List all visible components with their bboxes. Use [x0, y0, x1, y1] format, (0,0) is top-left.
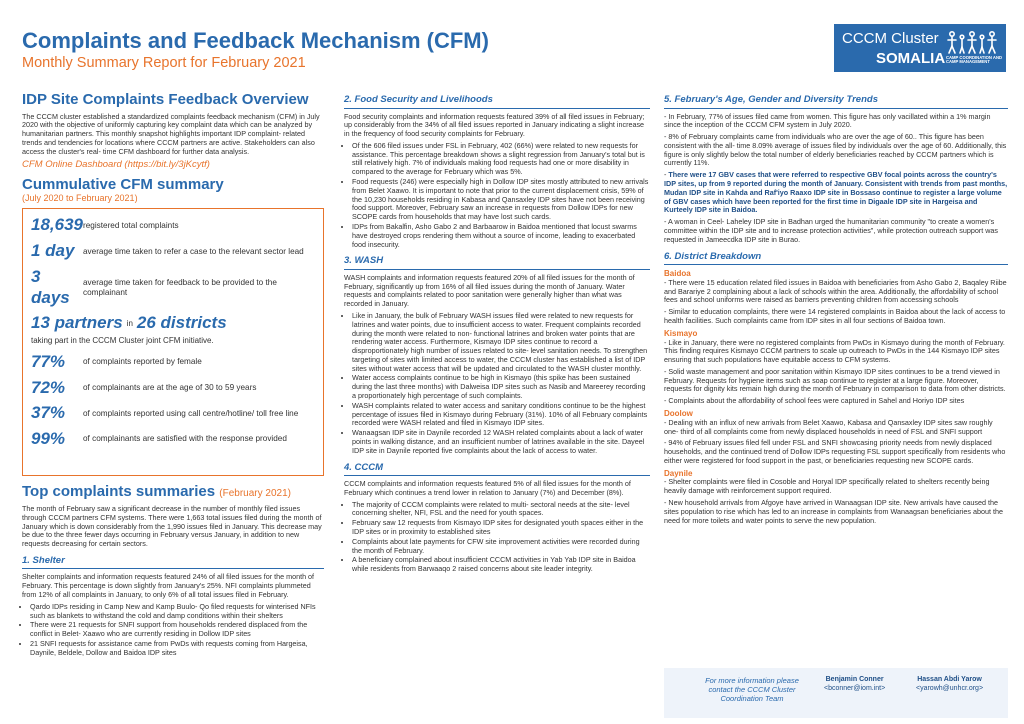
list-item: - 94% of February issues filed fell under FSL and SNFI showcasing priority needs from newly displaced households, and the continued trend of Dollow IDPs requesting FSL support specifically from residents who either were registered for food support in the past, or beneficiaries requesting new SCOPE cards.	[664, 438, 1006, 465]
contact-person	[916, 676, 983, 693]
shelter-list	[22, 603, 324, 658]
food-heading: 2. Food Security and Livelihoods	[344, 94, 650, 109]
list-item: - Shelter complaints were filed in Cosoble and Horyal IDP specifically related to shelters recently being heavily damage with reinforcement support required.	[664, 477, 990, 496]
list-item: • Complaints about late payments for CFW site improvement activities were recorded during the month of February.	[352, 538, 650, 556]
wash-list	[344, 312, 650, 456]
stat-value: 18,639	[31, 215, 83, 235]
partners-row	[31, 313, 315, 334]
top-complaints-title: Top complaints summaries	[22, 483, 216, 501]
district-name: Baidoa	[664, 269, 691, 279]
top-complaints-heading	[22, 484, 324, 501]
list-item: • Food requests (246) were especially high in Dollow IDP sites mostly attributed to new arrivals from Belet Xaawo. It is important to note that prior to the current displacement crisis, 59% of the 10,230 households residing in Kabasa and Qansaxley IDP sites have not been receiving food support. Moreover, February saw an increase in requests from Dollow IDPs for new SCOPE cards from households that may have lost such cards.	[352, 178, 650, 222]
list-item: • Wanaagsan IDP site in Daynile recorded 12 WASH related complaints about a lack of water points in walking distance, and an insufficient number of latrines available in the site. Dayeel IDP site in Daynile reported five complaints about the lack of access to water.	[352, 429, 650, 455]
top-complaints-period: (February 2021)	[219, 488, 291, 500]
cluster-badge	[834, 24, 1006, 72]
list-item: • Water access complaints continue to be high in Kismayo (this spike has been sustained during the last three months) with Dalweisa IDP sites such as Nasib and Mareerey recording a proportionately high percentage of such complaints.	[352, 374, 650, 400]
cccm-list	[344, 501, 650, 574]
food-list	[344, 142, 650, 249]
list-item: - In February, 77% of issues filed came from women. This figure has only vacillated within a 1% margin since the inception of the CCCM CFM system in July 2020.	[664, 111, 991, 130]
stat-row	[31, 241, 315, 262]
stat-value: 77%	[31, 351, 66, 371]
list-item: - Dealing with an influx of new arrivals from Belet Xaawo, Kabasa and Qansaxley IDP sites saw roughly one- third of all complaints come from newly displaced households in need of FSL and SNFI support	[664, 417, 993, 436]
stat-label: of complaints reported by female	[83, 357, 202, 367]
contact-note: For more information please contact the CCCM Cluster Coordination Team	[705, 676, 799, 704]
contact-email[interactable]: <yarowh@unhcr.org>	[916, 684, 984, 692]
contact-person	[824, 676, 885, 693]
report-subtitle: Monthly Summary Report for February 2021	[22, 55, 306, 71]
stat-row	[31, 267, 315, 308]
partners-in: in	[126, 318, 133, 328]
list-item: - Solid waste management and poor sanitation within Kismayo IDP sites continues to be a trend viewed in February. Requests for hygiene items such as soap continue to register at a large figure. Moreover, requests for dignity kits remain high during the month of February in comparison to data from other districts.	[664, 366, 1006, 394]
list-item: • 21 SNFI requests for assistance came from PwDs with requests coming from Hargeisa, Daynile, Beldele, Dollow and Baidoa IDP sites	[30, 640, 324, 658]
list-item: - There were 17 GBV cases that were referred to respective GBV focal points across the country's IDP sites, up from 9 reported during the month of January. Consistent with trends from past months, Mudan IDP site in Kahda and Raf'iyo Raaxo IDP site in Bossaso continue to register a large volume of GBV cases which have been reported for the first time in Digaale IDP site in Hargeisa and Kurteely IDP site in Baidoa.	[664, 170, 1008, 215]
stat-label: of complainants are at the age of 30 to 59 years	[83, 382, 257, 392]
list-item: • February saw 12 requests from Kismayo IDP sites for designated youth spaces either in the IDP sites or in proximity to established sites	[352, 519, 650, 537]
column-trends	[664, 92, 1008, 528]
list-item: - There were 15 education related filed issues in Baidoa with beneficiaries from Asho Gabo 2, Baqaley Riibe and Barariye 2 complaining about a lack of schools within the area. Additionally, the affordability of school fees and school uniforms were raised as barriers preventing children from accessing schools	[664, 277, 1007, 305]
contact-name: Benjamin Conner	[825, 676, 884, 683]
districts-value: 26 districts	[136, 313, 227, 333]
stat-label: average time taken for feedback to be provided to the complainant	[83, 277, 277, 297]
district-name: Doolow	[664, 408, 693, 418]
list-item: • There were 21 requests for SNFI support from households rendered displaced from the conflict in Belet- Xaawo who are currently residing in Dollow IDP sites	[30, 621, 324, 639]
stat-row	[31, 403, 315, 424]
top-complaints-text: The month of February saw a significant decrease in the number of monthly filed issues through CCCM partners CFM systems. There were 1,663 total issues filed during the month of January which is down considerably from the 1,990 issues filed in January. This decrease may be due to the three fewer days occurring in February versus January, in addition to new requests decreasing for certain sectors.	[22, 503, 322, 549]
list-item: • The majority of CCCM complaints were related to multi- sectoral needs at the site- level concerning shelter, NFI, FSL and the need for youth spaces.	[352, 501, 650, 519]
food-text: Food security complaints and information requests featured 39% of all filed issues in February; up considerably from the 34% of all filed issues reported in January indicating a slight increase in the frequency of food security complaints for February.	[344, 111, 645, 139]
age-gender-heading: 5. February's Age, Gender and Diversity Trends	[664, 94, 1008, 109]
stat-label: of complaints reported using call centre/hotline/ toll free line	[83, 408, 299, 418]
cluster-country: SOMALIA	[876, 50, 946, 67]
stat-value: 99%	[31, 429, 66, 449]
summary-heading: Cummulative CFM summary	[22, 175, 224, 193]
cccm-heading: 4. CCCM	[344, 462, 650, 477]
list-item: - Complaints about the affordability of school fees were captured in Sahel and Horiyo IDP sites	[664, 396, 965, 406]
summary-period: (July 2020 to February 2021)	[22, 193, 138, 204]
district-heading: 6. District Breakdown	[664, 251, 1008, 266]
district-name: Kismayo	[664, 328, 698, 338]
stat-value: 3 days	[31, 266, 70, 307]
stat-label: registered total complaints	[83, 220, 179, 230]
column-sectors	[344, 92, 650, 577]
wash-text: WASH complaints and information requests featured 20% of all filed issues for the month of February, significantly up from 16% of all filed issues during the month of January. Water requests and complaints related to poor sanitation were generally higher than what was recorded in January.	[344, 272, 635, 309]
stat-label: of complainants are satisfied with the response provided	[83, 434, 287, 444]
partners-text: taking part in the CCCM Cluster joint CFM initiative.	[31, 336, 214, 346]
stat-value: 1 day	[31, 241, 75, 261]
summary-stats-box	[22, 208, 324, 476]
wash-heading: 3. WASH	[344, 255, 650, 270]
list-item: • Of the 606 filed issues under FSL in February, 402 (66%) were related to new requests for assistance. This percentage breakdown shows a slight regression from January's total but is still relatively high. 7% of individuals making food requests had one or more disability in compared to the average for February which was 5%.	[352, 142, 650, 177]
stat-row	[31, 352, 315, 373]
contact-name: Hassan Abdi Yarow	[917, 676, 982, 683]
stat-value: 72%	[31, 377, 66, 397]
stat-row	[31, 215, 315, 236]
cccm-logo-icon	[946, 29, 1000, 67]
list-item: • IDPs from Bakalfin, Asho Gabo 2 and Barbaarow in Baidoa mentioned that locust swarms have destroyed crops rendering them without a source of income, leading to exacerbated food insecurity.	[352, 223, 650, 249]
stat-row	[31, 429, 315, 450]
shelter-text: Shelter complaints and information requests featured 24% of all filed issues for the month of February. This percentage is down slightly from January's 25%. NFI complaints plummeted from 12% of all complaints in January, to only 6% of all total issues filed in February.	[22, 572, 315, 599]
partners-value: 13 partners	[31, 313, 123, 333]
cccm-logo-text: CAMP COORDINATION AND CAMP MANAGEMENT	[946, 55, 1002, 65]
district-name: Daynile	[664, 468, 693, 478]
list-item: • Qardo IDPs residing in Camp New and Kamp Buulo- Qo filed requests for winterised NFIs such as blankets to withstand the cold and damp conditions within their shelters	[30, 603, 324, 621]
contact-footer	[664, 668, 1008, 718]
stat-value: 37%	[31, 403, 66, 423]
stat-row	[31, 378, 315, 399]
cluster-name: CCCM Cluster	[842, 30, 939, 47]
contact-email[interactable]: <bconner@iom.int>	[824, 684, 886, 692]
column-overview	[22, 92, 324, 660]
list-item: • WASH complaints related to water access and sanitary conditions continue to be the highest percentage of issues filed in Kismayo during February (31%). 10% of all February complaints recorded were WASH related and filed in Kismayo IDP sites.	[352, 402, 650, 428]
list-item: - A woman in Ceel- Laheley IDP site in Badhan urged the humanitarian community "to create a women's committee within the IDP site and to increase protection activities", while protection outreach support was requested in Jameecdka IDP site in Burao.	[664, 217, 999, 244]
stat-label: average time taken to refer a case to the relevant sector lead	[83, 246, 304, 256]
list-item: - Like in January, there were no registered complaints from PwDs in Kismayo during the month of February. This finding requires Kismayo CCCM partners to scale up outreach to PwDs in the 144 Kismayo IDP sites ensuring that such populations have equitable access to CFM systems.	[664, 337, 1005, 365]
report-title: Complaints and Feedback Mechanism (CFM)	[22, 28, 489, 53]
dashboard-link[interactable]: CFM Online Dashboard (https://bit.ly/3jKcytf)	[22, 159, 210, 171]
shelter-heading: 1. Shelter	[22, 555, 324, 570]
cccm-text: CCCM complaints and information requests featured 5% of all filed issues for the month of February which continues a trend lower in relation to January (7%) and December (8%).	[344, 479, 631, 497]
list-item: - New household arrivals from Afgoye have arrived in Wanaagsan IDP site. New arrivals have caused the sites population to rise which has led to an increase in complaints from Wanaagsan beneficiaries about the need for more toilets and water points to serve the new population.	[664, 497, 1003, 525]
list-item: - 8% of February complaints came from individuals who are over the age of 60.. This figure has been consistent with the all- time 8.09% average of issues filed by individuals over the age of 60. Additionally, this figure is only slightly below the total number of elderly beneficiaries reached by CCCM partners which is currently 11%.	[664, 132, 1007, 168]
list-item: - Similar to education complaints, there were 14 registered complaints in Baidoa about the lack of access to health facilities. Such complaints came from IDP sites in all four sections of Baidoa town.	[664, 307, 1006, 325]
report-header	[0, 0, 1024, 86]
overview-text: The CCCM cluster established a standardized complaints feedback mechanism (CFM) in July 2020 with the objective of uniformly capturing key complaint data which can be analyzed by humanitarian partners. This monthly snapshot highlights important IDP complaint- related trends and tendencies for locations where CCCM partners are active. Stakeholders can also access the cluster's real- time CFM dashboard for further data analysis.	[22, 111, 320, 156]
list-item: • Like in January, the bulk of February WASH issues filed were related to new requests for latrines and water points, due to insufficient access to water. Frequent complaints recorded during the month were related to non- functional latrines and broken water points that are rendering water access. Furthermore, Kismayo IDP sites continue to record a disproportionately high number of issues related to site- level sanitation needs. To strengthen targeting of sites with limited access to water, the CCCM cluster has established a list of IDP sites without water access that will be updated and circulated to the WASH cluster monthly.	[352, 312, 650, 373]
overview-heading: IDP Site Complaints Feedback Overview	[22, 91, 309, 108]
list-item: • A beneficiary complained about insufficient CCCM activities in Yab Yab IDP site in Baidoa while residents from Barwaaqo 2 raised concerns about site leader integrity.	[352, 556, 650, 574]
